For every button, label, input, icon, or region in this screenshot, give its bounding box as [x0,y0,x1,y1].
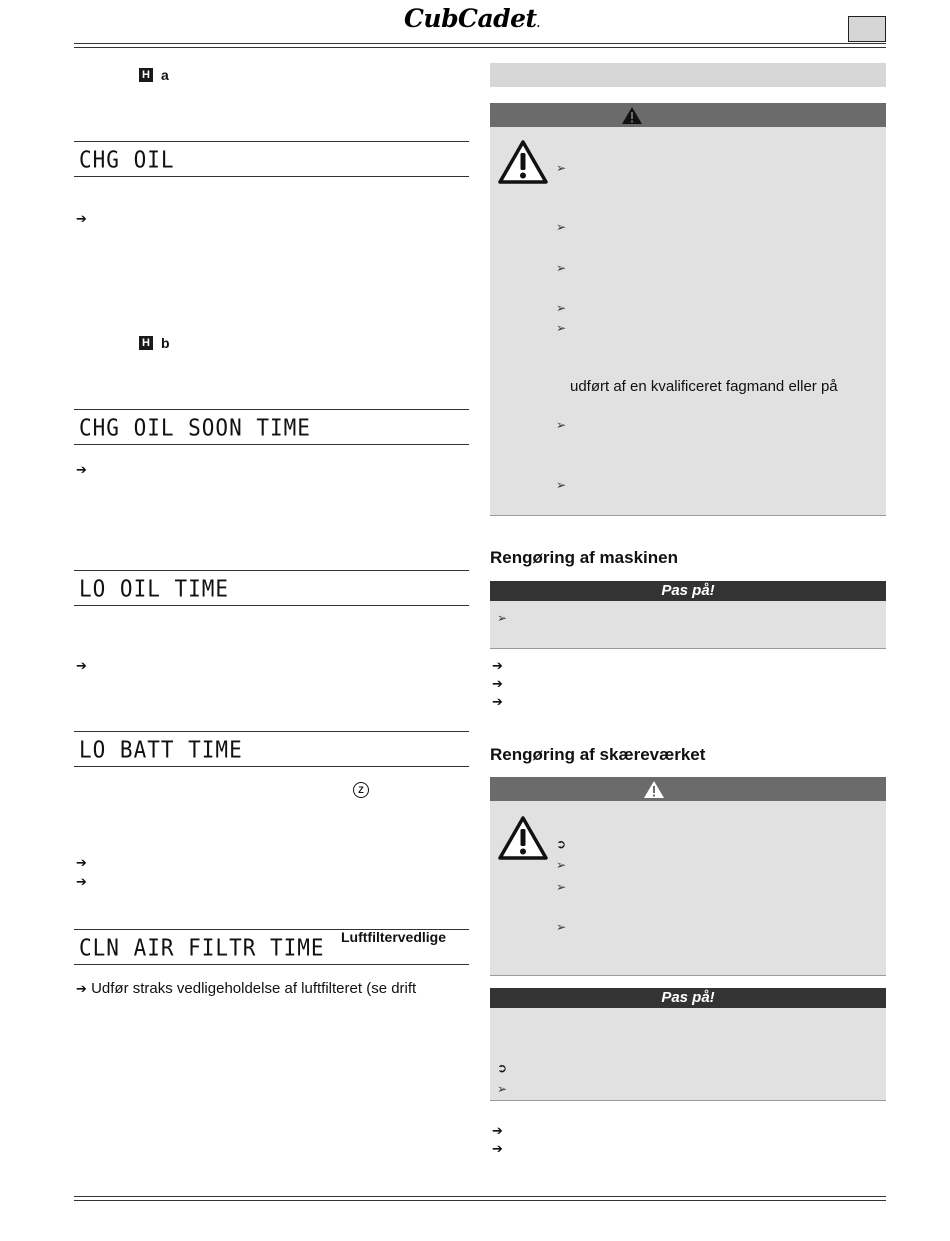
section-title-cutter-cleaning: Rengøring af skæreværket [490,745,706,764]
lcd-text: CHG OIL [79,147,175,173]
air-filter-maintenance-label: Luftfiltervedlige [341,929,447,945]
lcd-display-chg-oil [74,141,469,177]
lcd-text: LO BATT TIME [79,737,243,763]
cub-cadet-logo: CubCadet. [404,4,540,33]
arrow-icon: ➔ [76,855,87,870]
lcd-display-lo-oil [74,570,469,606]
warning-triangle-icon [621,106,643,125]
lcd-display-lo-batt [74,731,469,767]
chevron-bullet-icon: ➢ [556,161,567,175]
arrow-icon: ➔ [492,1141,503,1156]
lcd-text: CHG OIL SOON TIME [79,415,311,441]
section-title-machine-cleaning: Rengøring af maskinen [490,548,678,567]
page-number-box [848,16,886,42]
arrow-icon: ➔ [76,874,87,889]
chevron-bullet-icon: ➢ [556,301,567,315]
figure-label-a: a [161,67,169,83]
h-badge-icon: H [139,68,153,82]
large-warning-triangle-icon [497,139,549,185]
caution-panel [490,1008,886,1101]
clock-icon: Z [353,782,369,798]
air-filter-instruction-text: Udfør straks vedligeholdelse af luftfilteret (se drift [91,980,417,997]
warning-header [490,103,886,127]
arrow-icon: ➔ [492,676,503,691]
warning-header [490,777,886,801]
chevron-bullet-icon: ➢ [497,1082,508,1096]
chevron-bullet-icon: ➢ [556,261,567,275]
arrow-icon: ➔ [492,694,503,709]
lcd-text: LO OIL TIME [79,576,230,602]
caution-header: Pas på! [490,581,886,601]
circled-arrow-icon: ➲ [497,1061,508,1075]
chevron-bullet-icon: ➢ [556,920,567,934]
caution-header: Pas på! [490,988,886,1008]
warning-triangle-icon [643,780,665,799]
caution-panel [490,601,886,649]
header-rule [74,43,886,44]
figure-label-b: b [161,335,170,351]
arrow-icon: ➔ [76,462,87,477]
chevron-bullet-icon: ➢ [556,321,567,335]
chevron-bullet-icon: ➢ [556,880,567,894]
warning-panel [490,127,886,516]
air-filter-instruction [76,980,416,997]
footer-rule-secondary [74,1200,886,1201]
warning-text-line: udført af en kvalificeret fagmand eller på [570,378,838,395]
h-badge-icon: H [139,336,153,350]
chevron-bullet-icon: ➢ [556,858,567,872]
circled-arrow-icon: ➲ [556,837,567,851]
lcd-display-chg-oil-soon [74,409,469,445]
lcd-text: CLN AIR FILTR TIME [79,935,325,961]
arrow-icon: ➔ [76,211,87,226]
chevron-bullet-icon: ➢ [556,418,567,432]
chevron-bullet-icon: ➢ [556,220,567,234]
arrow-icon: ➔ [76,658,87,673]
chevron-bullet-icon: ➢ [497,611,508,625]
arrow-icon: ➔ [492,658,503,673]
warning-panel [490,801,886,976]
arrow-icon: ➔ [492,1123,503,1138]
large-warning-triangle-icon [497,815,549,861]
header-rule-secondary [74,47,886,48]
arrow-icon: ➔ [76,981,87,996]
footer-rule [74,1196,886,1197]
chevron-bullet-icon: ➢ [556,478,567,492]
section-title-bar [490,63,886,87]
